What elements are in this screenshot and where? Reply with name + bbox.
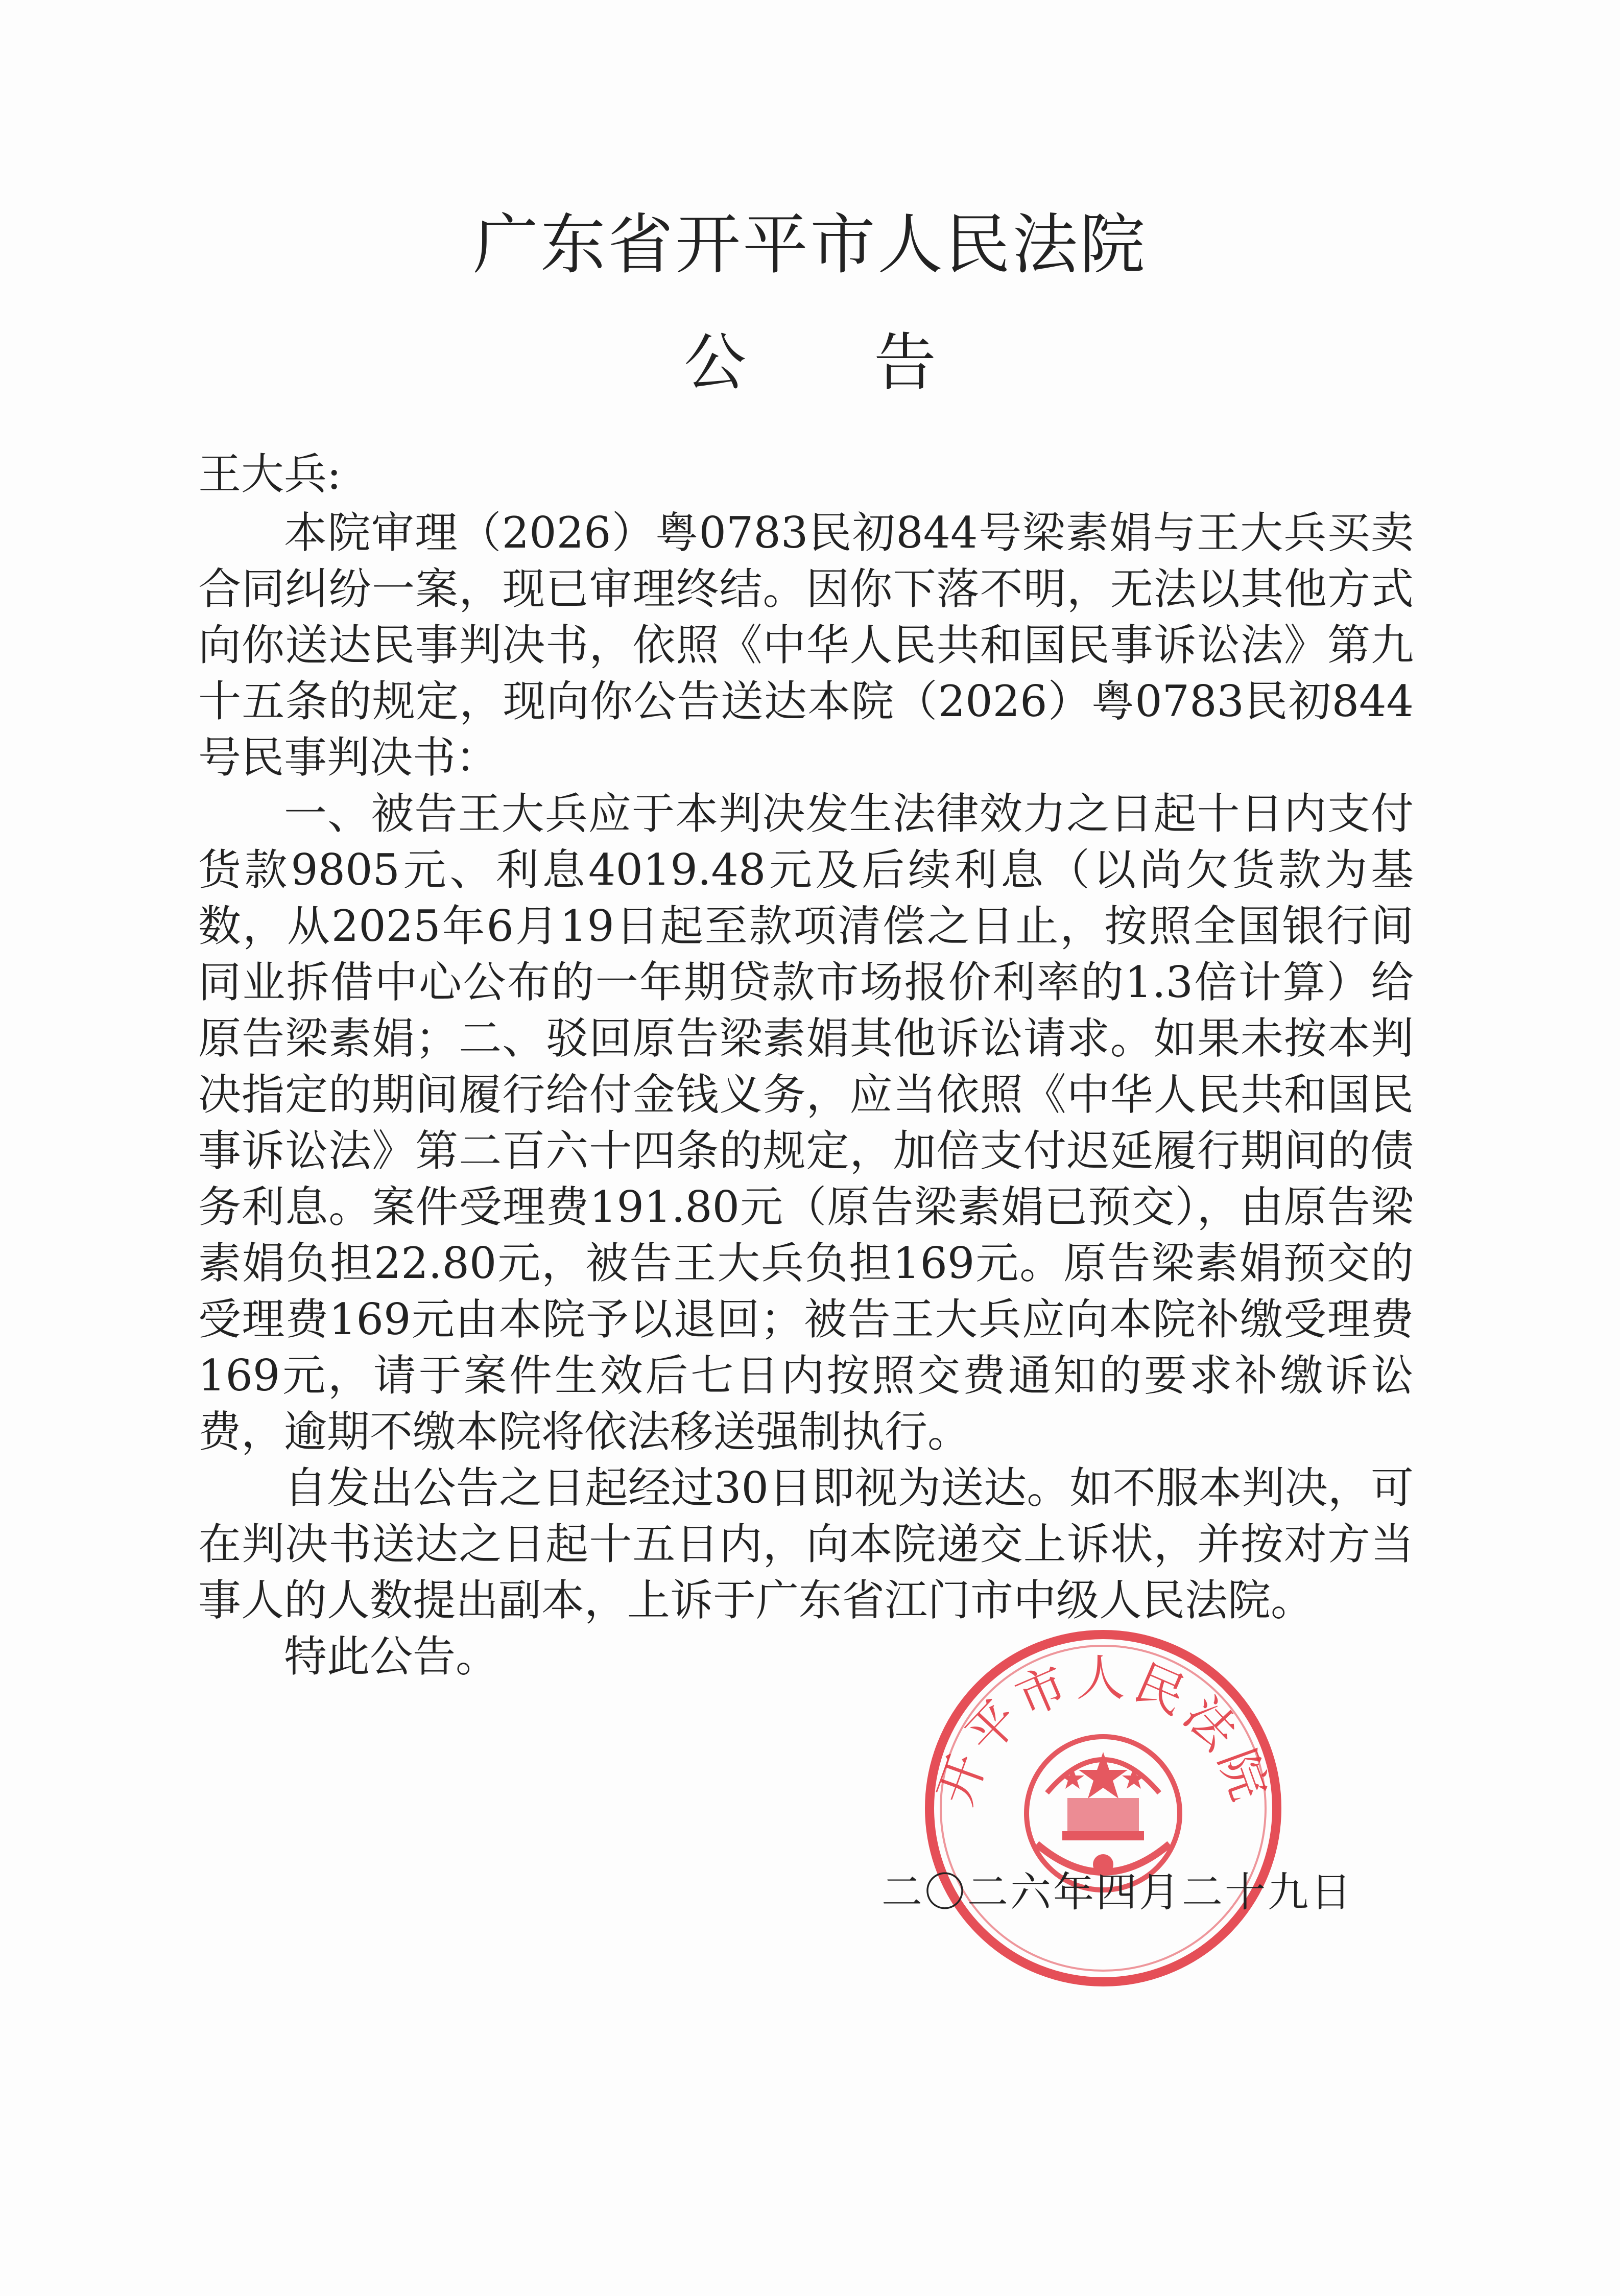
- addressee: 王大兵:: [198, 449, 342, 499]
- issue-date: 二〇二六年四月二十九日: [882, 1868, 1353, 1916]
- svg-text:开平市人民法院: [926, 1650, 1280, 1812]
- seal-text: 开平市人民法院: [926, 1649, 1280, 1812]
- paragraph-judgment: 一、被告王大兵应于本判决发生法律效力之日起十日内支付货款9805元、利息4019.48元及后续利息（以尚欠货款为基数，从2025年6月19日起至款项清偿之日止，按照全国银行间同业拆借中心公布的一年期贷款市场报价利率的1.3倍计算）给原告梁素娟；二、驳回原告梁素娟其他诉讼请求。如果未按本判决指定的期间履行给付金钱义务，应当依照《中华人民共和国民事诉讼法》第二百六十四条的规定，加倍支付迟延履行期间的债务利息。案件受理费191.80元（原告梁素娟已预交），由原告梁素娟负担22.80元，被告王大兵负担169元。原告梁素娟预交的受理费169元由本院予以退回；被告王大兵应向本院补缴受理费169元，请于案件生效后七日内按照交费通知的要求补缴诉讼费，逾期不缴本院将依法移送强制执行。: [198, 789, 1414, 1457]
- notice-body: [198, 505, 1414, 1685]
- paragraph-case-intro: 本院审理（2026）粤0783民初844号梁素娟与王大兵买卖合同纠纷一案，现已审理终结。因你下落不明，无法以其他方式向你送达民事判决书，依照《中华人民共和国民事诉讼法》第九十五条的规定，现向你公告送达本院（2026）粤0783民初844号民事判决书：: [198, 508, 1414, 783]
- document-title: 公告: [684, 326, 1064, 399]
- court-name: 广东省开平市人民法院: [472, 207, 1147, 283]
- paragraph-closing: 特此公告。: [284, 1631, 499, 1682]
- court-seal-stamp: [919, 1624, 1287, 1992]
- paragraph-service-appeal: 自发出公告之日起经过30日即视为送达。如不服本判决，可在判决书送达之日起十五日内，向本院递交上诉状，并按对方当事人的人数提出副本，上诉于广东省江门市中级人民法院。: [198, 1463, 1414, 1625]
